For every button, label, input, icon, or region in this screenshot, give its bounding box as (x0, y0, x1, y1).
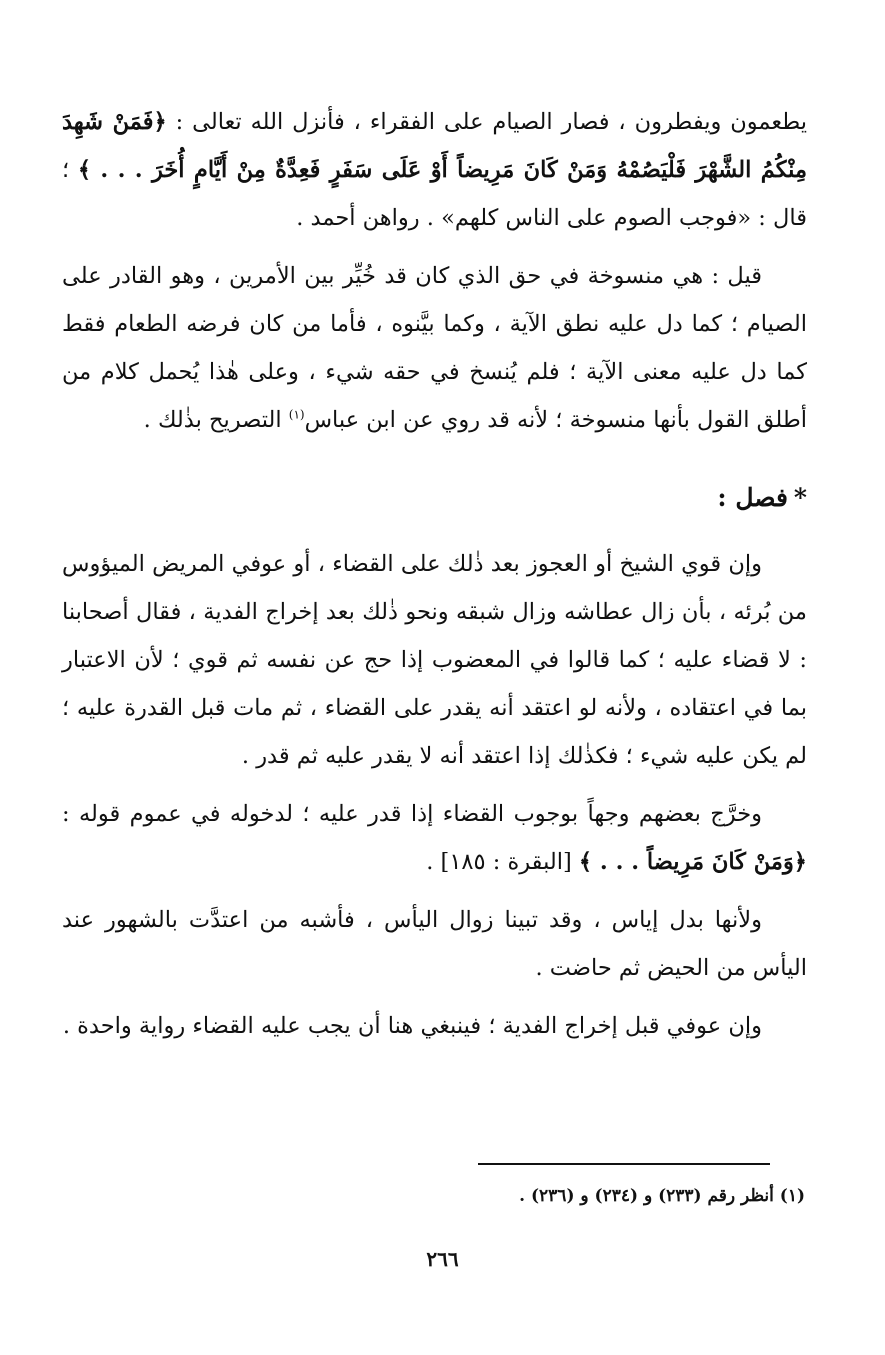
footnote-marker[interactable]: (١) (288, 407, 305, 422)
page-body (62, 98, 807, 1050)
paragraph-4-text: وخرَّج بعضهم وجهاً بوجوب القضاء إذا قدر عليه ؛ لدخوله في عموم قوله : (62, 801, 762, 827)
paragraph-1-text-end: ؛ قال : «فوجب الصوم على الناس كلهم» . رواهن أحمد . (62, 157, 807, 231)
paragraph-6: وإن عوفي قبل إخراج الفدية ؛ فينبغي هنا أن يجب عليه القضاء رواية واحدة . (62, 1013, 762, 1039)
paragraph-2 (62, 252, 807, 444)
paragraph-5: ولأنها بدل إياس ، وقد تبينا زوال اليأس ، فأشبه من اعتدَّت بالشهور عند اليأس من الحيض ثم حاضت . (62, 907, 807, 981)
footnote-divider (478, 1163, 770, 1165)
quran-reference: [البقرة : ١٨٥] . (426, 849, 579, 875)
paragraph-1 (62, 98, 807, 242)
paragraph-4 (62, 790, 807, 886)
page-number: ٢٦٦ (426, 1247, 459, 1271)
paragraph-3: وإن قوي الشيخ أو العجوز بعد ذٰلك على القضاء ، أو عوفي المريض الميؤوس من بُرئه ، بأن زال عطاشه وزال شبقه ونحو ذٰلك بعد إخراج الفدية ، فقال أصحابنا : لا قضاء عليه ؛ كما قالوا في المعضوب إذا حج عن نفسه ثم قوي ؛ لأن الاعتبار بما في اعتقاده ، ولأنه لو اعتقد أنه يقدر على القضاء ، ثم مات قبل القدرة عليه ؛ لم يكن عليه شيء ؛ فكذٰلك إذا اعتقد أنه لا يقدر عليه ثم قدر . (62, 551, 807, 769)
paragraph-2-text-start: قيل : هي منسوخة في حق الذي كان قد خُيِّر بين الأمرين ، وهو القادر على الصيام ؛ كما دل عليه نطق الآية ، وكما بيَّنوه ، فأما من كان فرضه الطعام فقط كما دل عليه معنى الآية ؛ فلم يُنسخ في حقه شيء ، وعلى هٰذا يُحمل كلام من أطلق القول بأنها منسوخة ؛ لأنه قد روي عن ابن عباس (62, 263, 807, 433)
section-heading (62, 474, 807, 522)
paragraph-1-text-start: يطعمون ويفطرون ، فصار الصيام على الفقراء ، فأنزل الله تعالى : (166, 109, 807, 135)
quran-verse-1: ﴿فَمَنْ شَهِدَ مِنْكُمُ الشَّهْرَ فَلْيَصُمْهُ وَمَنْ كَانَ مَرِيضاً أَوْ عَلَى سَفَرٍ فَعِدَّةٌ مِنْ أَيَّامٍ أُخَرَ . . . ﴾ (62, 109, 807, 183)
asterisk-icon: * (793, 483, 807, 512)
quran-verse-2: ﴿وَمَنْ كَانَ مَرِيضاً . . . ﴾ (578, 849, 807, 875)
footnote: (١) أنظر رقم (٢٣٣) و (٢٣٤) و (٢٣٦) . (519, 1186, 805, 1206)
section-heading-title: فصل : (717, 483, 788, 512)
paragraph-2-text-end: التصريح بذٰلك . (143, 407, 289, 433)
